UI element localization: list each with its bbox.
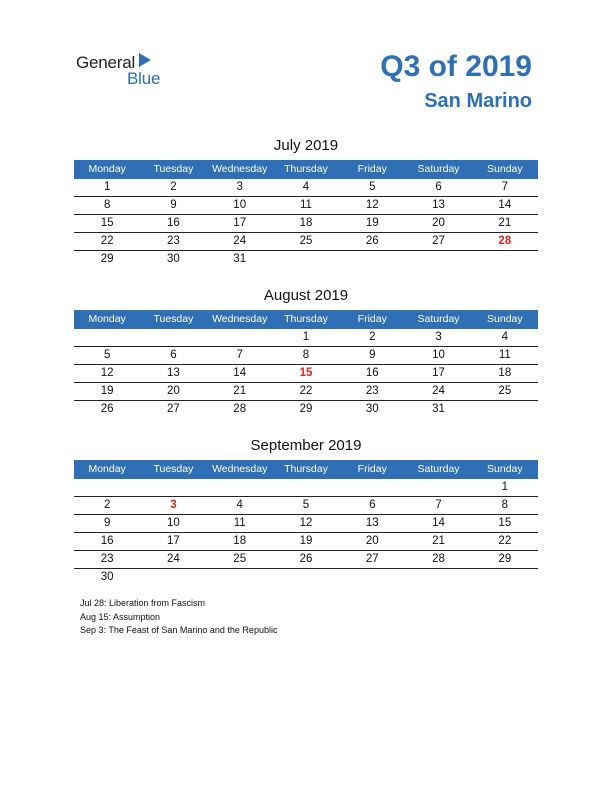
- date-cell: 23: [100, 553, 114, 565]
- date-cell: 23: [167, 235, 180, 247]
- date-cell: 6: [435, 181, 442, 193]
- calendar-week-row: [74, 569, 538, 586]
- date-cell: 9: [103, 517, 111, 529]
- date-cell: 21: [432, 535, 445, 547]
- calendar-grid: [74, 179, 538, 268]
- calendar-week-row: [74, 233, 538, 251]
- weekday-label: Friday: [357, 313, 387, 325]
- weekday-label: Sunday: [487, 163, 523, 175]
- weekday-label: Saturday: [417, 313, 460, 325]
- logo-flag-icon: [138, 53, 152, 67]
- date-cell: 10: [432, 349, 445, 361]
- date-cell: [207, 329, 273, 346]
- date-cell: 7: [501, 181, 509, 193]
- date-cell: 8: [302, 349, 310, 361]
- date-cell: 12: [100, 367, 114, 379]
- weekday-label: Wednesday: [212, 163, 268, 175]
- weekday-label: Thursday: [284, 163, 328, 175]
- weekday-header: [74, 160, 538, 179]
- date-cell: 7: [435, 499, 442, 511]
- date-cell: 18: [498, 367, 512, 379]
- date-cell: 3: [236, 181, 243, 193]
- calendar-week-row: [74, 329, 538, 347]
- calendar-week-row: [74, 215, 538, 233]
- date-cell: 23: [365, 385, 379, 397]
- holiday-date-cell: 28: [498, 235, 512, 247]
- date-cell: 8: [501, 499, 509, 511]
- date-cell: 17: [233, 217, 247, 229]
- date-cell: 30: [365, 403, 379, 415]
- weekday-label: Tuesday: [153, 463, 194, 475]
- date-cell: 20: [365, 535, 379, 547]
- weekday-header: [74, 460, 538, 479]
- weekday-label: Monday: [88, 163, 126, 175]
- weekday-label: Tuesday: [153, 313, 194, 325]
- month-title: August 2019: [263, 287, 349, 304]
- date-cell: 16: [365, 367, 379, 379]
- date-cell: 11: [300, 199, 312, 211]
- calendar-week-row: [74, 479, 538, 497]
- weekday-label: Monday: [88, 313, 126, 325]
- logo-text-blue: Blue: [127, 69, 161, 88]
- date-cell: [472, 569, 538, 586]
- date-cell: [273, 479, 339, 496]
- weekday-label: Thursday: [284, 313, 328, 325]
- date-cell: 4: [501, 331, 509, 343]
- date-cell: 19: [299, 535, 313, 547]
- date-cell: 2: [369, 331, 376, 343]
- date-cell: 13: [432, 199, 445, 211]
- date-cell: 27: [432, 235, 445, 247]
- calendar-week-row: [74, 497, 538, 515]
- date-cell: [339, 569, 405, 586]
- date-cell: [140, 569, 206, 586]
- date-cell: [74, 329, 140, 346]
- date-cell: [140, 479, 206, 496]
- weekday-label: Saturday: [417, 463, 460, 475]
- calendar-week-row: [74, 533, 538, 551]
- holiday-date-cell: 3: [170, 499, 177, 511]
- date-cell: 14: [432, 517, 445, 529]
- date-cell: 20: [167, 385, 180, 397]
- calendar-week-row: [74, 551, 538, 569]
- date-cell: 29: [100, 253, 114, 265]
- calendar-week-row: [74, 365, 538, 383]
- date-cell: 1: [501, 481, 509, 493]
- date-cell: [74, 479, 140, 496]
- date-cell: 30: [167, 253, 180, 265]
- date-cell: 9: [170, 199, 177, 211]
- date-cell: 1: [302, 331, 310, 343]
- date-cell: 1: [103, 181, 111, 193]
- calendar-week-row: [74, 251, 538, 268]
- date-cell: 10: [233, 199, 247, 211]
- weekday-label: Friday: [357, 463, 387, 475]
- date-cell: 29: [498, 553, 512, 565]
- date-cell: 29: [299, 403, 313, 415]
- weekday-label: Tuesday: [153, 163, 194, 175]
- date-cell: 12: [365, 199, 379, 211]
- date-cell: 18: [299, 217, 313, 229]
- date-cell: 24: [233, 235, 247, 247]
- date-cell: 6: [369, 499, 376, 511]
- date-cell: 26: [299, 553, 313, 565]
- date-cell: 2: [103, 499, 111, 511]
- holiday-notes: [80, 597, 277, 638]
- date-cell: 22: [299, 385, 313, 397]
- date-cell: 11: [233, 517, 246, 529]
- date-cell: 26: [365, 235, 379, 247]
- country-subtitle: San Marino: [424, 90, 532, 112]
- calendar-grid: [74, 479, 538, 586]
- calendar-week-row: [74, 515, 538, 533]
- date-cell: 30: [100, 571, 114, 583]
- page-title: Q3 of 2019: [380, 50, 532, 83]
- weekday-label: Wednesday: [212, 463, 268, 475]
- date-cell: 3: [435, 331, 442, 343]
- holiday-note: Sep 3: The Feast of San Marino and the Republic: [80, 625, 278, 635]
- date-cell: 9: [369, 349, 376, 361]
- weekday-label: Friday: [357, 163, 387, 175]
- calendar-grid: [74, 329, 538, 418]
- date-cell: 22: [498, 535, 512, 547]
- date-cell: 16: [167, 217, 180, 229]
- date-cell: 27: [365, 553, 379, 565]
- date-cell: 11: [498, 349, 511, 361]
- date-cell: 7: [236, 349, 243, 361]
- date-cell: [339, 479, 405, 496]
- date-cell: 6: [170, 349, 177, 361]
- date-cell: 15: [100, 217, 114, 229]
- calendar-week-row: [74, 197, 538, 215]
- weekday-label: Thursday: [284, 463, 328, 475]
- weekday-label: Saturday: [417, 163, 460, 175]
- date-cell: 19: [100, 385, 114, 397]
- date-cell: 31: [233, 253, 247, 265]
- date-cell: [405, 569, 471, 586]
- date-cell: 14: [233, 367, 247, 379]
- weekday-label: Sunday: [487, 313, 523, 325]
- date-cell: [472, 251, 538, 268]
- month-title: July 2019: [273, 137, 339, 154]
- brand-logo: [76, 50, 186, 90]
- calendar-week-row: [74, 347, 538, 365]
- calendar-week-row: [74, 401, 538, 418]
- date-cell: 21: [498, 217, 512, 229]
- date-cell: 28: [432, 553, 445, 565]
- date-cell: 25: [233, 553, 247, 565]
- date-cell: 15: [498, 517, 512, 529]
- date-cell: 27: [167, 403, 180, 415]
- holiday-date-cell: 15: [299, 367, 313, 379]
- calendar-week-row: [74, 383, 538, 401]
- logo-text-general: General: [76, 53, 136, 72]
- date-cell: 21: [233, 385, 247, 397]
- date-cell: 13: [167, 367, 180, 379]
- date-cell: 25: [498, 385, 512, 397]
- date-cell: 4: [236, 499, 243, 511]
- date-cell: 13: [365, 517, 379, 529]
- weekday-label: Wednesday: [212, 313, 268, 325]
- calendar-week-row: [74, 179, 538, 197]
- date-cell: 5: [369, 181, 376, 193]
- month-title: September 2019: [250, 437, 362, 454]
- date-cell: 8: [103, 199, 111, 211]
- date-cell: 20: [432, 217, 445, 229]
- month-calendar-july: [74, 135, 538, 268]
- date-cell: [405, 479, 471, 496]
- date-cell: 17: [432, 367, 445, 379]
- date-cell: 10: [167, 517, 180, 529]
- date-cell: [140, 329, 206, 346]
- weekday-label: Sunday: [487, 463, 523, 475]
- date-cell: 5: [103, 349, 111, 361]
- date-cell: 4: [302, 181, 310, 193]
- date-cell: [207, 569, 273, 586]
- month-calendar-september: [74, 435, 538, 586]
- date-cell: [273, 251, 339, 268]
- date-cell: 16: [100, 535, 114, 547]
- date-cell: 28: [233, 403, 247, 415]
- date-cell: 24: [167, 553, 180, 565]
- month-calendar-august: [74, 285, 538, 418]
- date-cell: [273, 569, 339, 586]
- date-cell: 17: [167, 535, 180, 547]
- weekday-header: [74, 310, 538, 329]
- date-cell: 12: [299, 517, 313, 529]
- date-cell: 2: [170, 181, 177, 193]
- weekday-label: Monday: [88, 463, 126, 475]
- date-cell: 31: [432, 403, 445, 415]
- date-cell: [339, 251, 405, 268]
- date-cell: [207, 479, 273, 496]
- holiday-note: Jul 28: Liberation from Fascism: [80, 598, 206, 608]
- date-cell: 26: [100, 403, 114, 415]
- date-cell: 19: [365, 217, 379, 229]
- holiday-note: Aug 15: Assumption: [80, 611, 161, 622]
- date-cell: 14: [498, 199, 512, 211]
- date-cell: [472, 401, 538, 418]
- date-cell: 25: [299, 235, 313, 247]
- date-cell: 18: [233, 535, 247, 547]
- date-cell: 24: [432, 385, 445, 397]
- date-cell: 22: [100, 235, 114, 247]
- date-cell: 5: [302, 499, 310, 511]
- date-cell: [405, 251, 471, 268]
